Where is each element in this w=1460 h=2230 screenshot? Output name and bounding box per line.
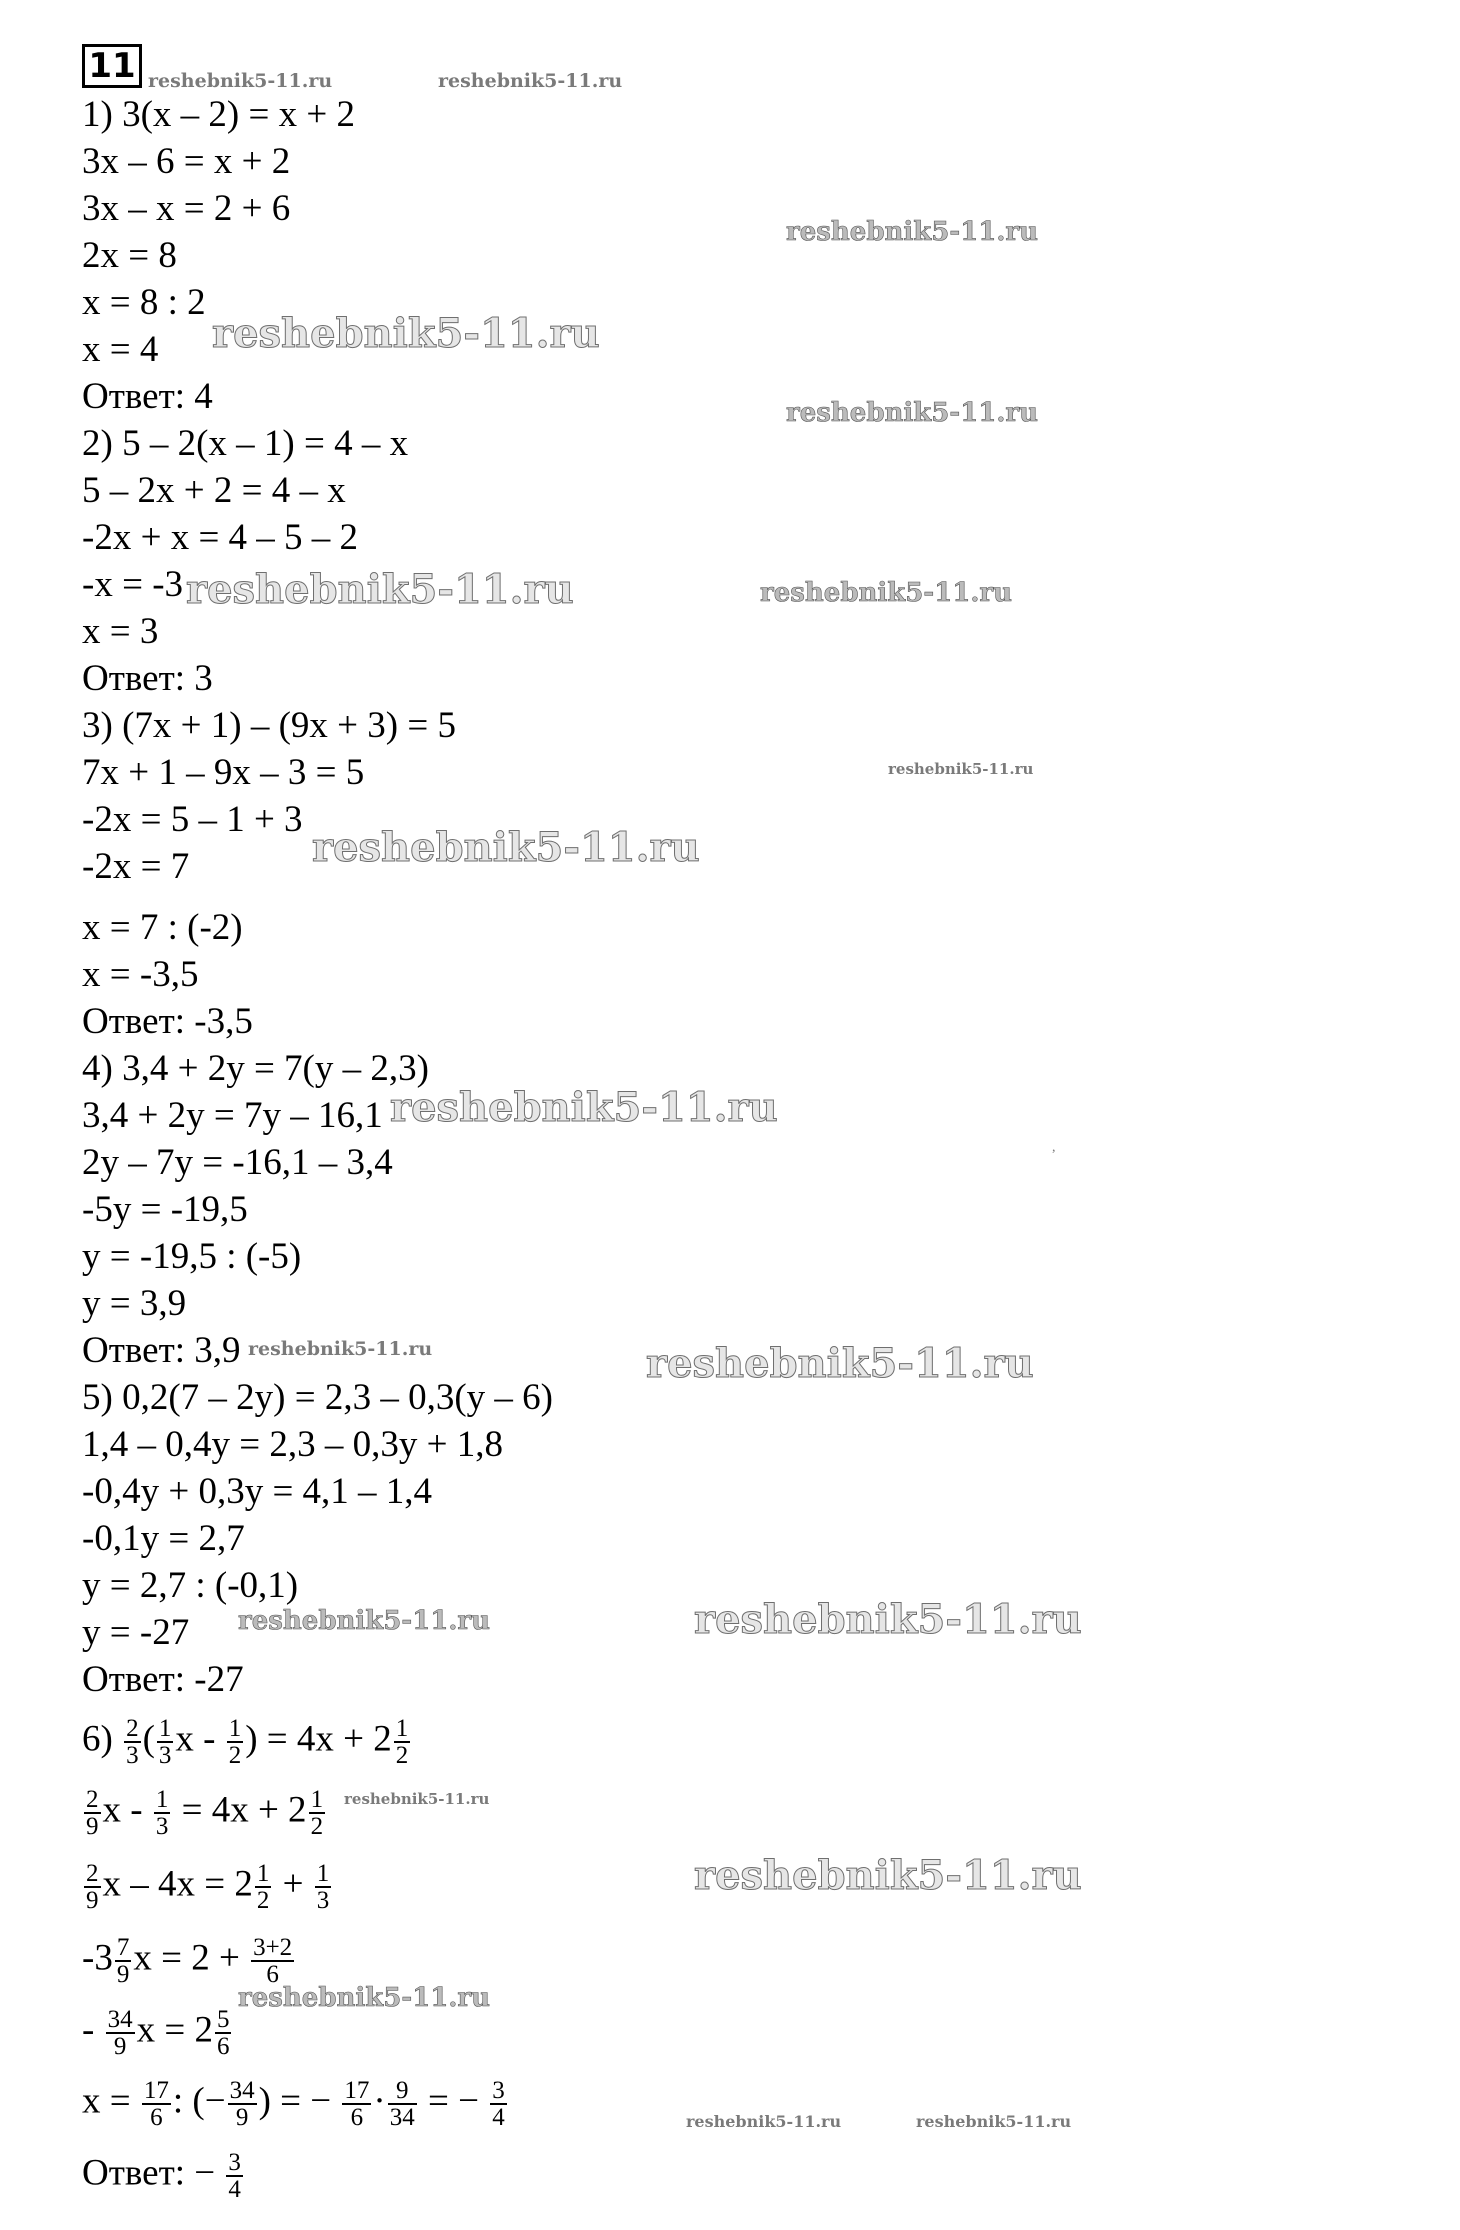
watermark: reshebnik5-11.ru (786, 217, 1039, 247)
denominator: 9 (116, 1961, 130, 1988)
watermark: reshebnik5-11.ru (438, 70, 623, 92)
denominator: 6 (150, 2104, 163, 2131)
watermark: reshebnik5-11.ru (344, 1790, 490, 1808)
watermark: reshebnik5-11.ru (390, 1084, 778, 1131)
solution-line: -0,4y + 0,3y = 4,1 – 1,4 (82, 1471, 433, 1512)
solution-line: 2x = 8 (82, 235, 177, 276)
fraction (226, 2150, 243, 2202)
denominator: 9 (235, 2104, 249, 2131)
fraction (228, 2078, 257, 2130)
fraction-line (82, 1861, 333, 1913)
solution-line: 3) (7x + 1) – (9x + 3) = 5 (82, 705, 456, 746)
watermark: reshebnik5-11.ru (238, 1606, 491, 1636)
solution-line: x = 8 : 2 (82, 282, 206, 323)
solution-line: 4) 3,4 + 2y = 7(y – 2,3) (82, 1048, 429, 1089)
line-text: ) = 4x + 2 (245, 1718, 392, 1760)
watermark: reshebnik5-11.ru (786, 398, 1039, 428)
numerator: 2 (86, 1860, 99, 1887)
solution-line: x = 3 (82, 611, 159, 652)
denominator: 6 (216, 2033, 230, 2060)
numerator: 2 (126, 1715, 139, 1742)
denominator: 9 (113, 2033, 127, 2060)
watermark: reshebnik5-11.ru (916, 2112, 1072, 2131)
numerator: 3 (228, 2149, 241, 2176)
solution-line: 7x + 1 – 9x – 3 = 5 (82, 752, 365, 793)
fraction (388, 2078, 417, 2130)
watermark: reshebnik5-11.ru (148, 70, 333, 92)
solution-line: -2x + x = 4 – 5 – 2 (82, 517, 359, 558)
fraction (309, 1787, 326, 1839)
denominator: 3 (155, 1813, 169, 1840)
denominator: 4 (228, 2176, 241, 2203)
line-text: x = (82, 2080, 131, 2122)
denominator: 6 (266, 1961, 279, 1988)
solution-line: 2y – 7y = -16,1 – 3,4 (82, 1142, 393, 1183)
watermark: reshebnik5-11.ru (694, 1596, 1082, 1643)
denominator: 2 (256, 1887, 270, 1914)
line-text: · (373, 2080, 386, 2122)
numerator: 1 (228, 1715, 242, 1742)
fraction (84, 1861, 101, 1913)
watermark: reshebnik5-11.ru (686, 2112, 842, 2131)
line-text: ) = − (258, 2080, 332, 2122)
solution-line: y = 3,9 (82, 1283, 187, 1324)
numerator: 1 (395, 1715, 409, 1742)
line-text: ( (142, 1718, 155, 1760)
solution-line: -5y = -19,5 (82, 1189, 248, 1230)
solution-line: 1) 3(x – 2) = x + 2 (82, 94, 355, 135)
fraction-line (82, 1935, 296, 1987)
answer-line: Ответ: 3 (82, 658, 213, 699)
watermark: reshebnik5-11.ru (888, 760, 1034, 778)
line-text: x = 2 (136, 2009, 213, 2051)
solution-line: -x = -3 (82, 564, 184, 605)
watermark: reshebnik5-11.ru (186, 566, 574, 613)
line-text: x - (175, 1718, 216, 1760)
line-text: x – 4x = 2 (102, 1863, 253, 1905)
line-text: 6) (82, 1718, 113, 1760)
denominator: 2 (395, 1742, 409, 1769)
fraction (157, 1716, 174, 1768)
numerator: 17 (143, 2077, 169, 2104)
fraction (84, 1787, 101, 1839)
watermark: reshebnik5-11.ru (212, 310, 600, 357)
fraction (394, 1716, 411, 1768)
solution-line: x = 4 (82, 329, 159, 370)
denominator: 2 (310, 1813, 324, 1840)
solution-line: -0,1y = 2,7 (82, 1518, 245, 1559)
line-text: = 4x + 2 (181, 1789, 307, 1831)
numerator: 3+2 (253, 1934, 293, 1961)
fraction (124, 1716, 141, 1768)
denominator: 34 (389, 2104, 415, 2131)
fraction (106, 2007, 135, 2059)
watermark: reshebnik5-11.ru (694, 1852, 1082, 1899)
stray-mark: , (1052, 1140, 1056, 1155)
solution-line: 3x – x = 2 + 6 (82, 188, 291, 229)
fraction (227, 1716, 244, 1768)
fraction (154, 1787, 171, 1839)
line-text: - (82, 2009, 95, 2051)
numerator: 9 (388, 2078, 417, 2105)
fraction (315, 1861, 332, 1913)
solution-line: y = -27 (82, 1612, 190, 1653)
numerator: 34 (107, 2006, 133, 2033)
answer-line (82, 2150, 245, 2202)
numerator: 34 (229, 2077, 255, 2104)
solution-line: 1,4 – 0,4y = 2,3 – 0,3y + 1,8 (82, 1424, 503, 1465)
denominator: 6 (350, 2104, 364, 2131)
watermark: reshebnik5-11.ru (760, 578, 1013, 608)
watermark: reshebnik5-11.ru (248, 1338, 433, 1360)
fraction (342, 2078, 371, 2130)
solution-line: 3,4 + 2y = 7y – 16,1 (82, 1095, 383, 1136)
line-text: x - (102, 1789, 143, 1831)
answer-line: Ответ: 3,9 (82, 1330, 241, 1371)
solution-line: -2x = 5 – 1 + 3 (82, 799, 303, 840)
fraction (215, 2007, 232, 2059)
line-text: + (282, 1863, 304, 1905)
line-text: = − (427, 2080, 479, 2122)
numerator: 5 (216, 2006, 230, 2033)
fraction-line (82, 1716, 412, 1768)
numerator: 1 (256, 1860, 270, 1887)
solution-line: 5 – 2x + 2 = 4 – x (82, 470, 346, 511)
numerator: 2 (86, 1786, 99, 1813)
watermark: reshebnik5-11.ru (646, 1340, 1034, 1387)
fraction-line (82, 1787, 327, 1839)
solution-line: 5) 0,2(7 – 2y) = 2,3 – 0,3(y – 6) (82, 1377, 553, 1418)
solution-line: x = 7 : (-2) (82, 907, 243, 948)
solution-line: -2x = 7 (82, 846, 190, 887)
numerator: 1 (155, 1786, 169, 1813)
fraction (255, 1861, 272, 1913)
solution-line: y = -19,5 : (-5) (82, 1236, 302, 1277)
fraction-line (82, 2078, 509, 2130)
denominator: 3 (316, 1887, 330, 1914)
answer-line: Ответ: -3,5 (82, 1001, 253, 1042)
solution-line: x = -3,5 (82, 954, 199, 995)
fraction-line (82, 2007, 233, 2059)
numerator: 1 (310, 1786, 324, 1813)
line-text: x = 2 + (133, 1937, 240, 1979)
solution-line: y = 2,7 : (-0,1) (82, 1565, 299, 1606)
line-text: Ответ: − (82, 2152, 216, 2194)
denominator: 9 (86, 1813, 99, 1840)
denominator: 4 (492, 2104, 505, 2131)
fraction (115, 1935, 132, 1987)
denominator: 2 (228, 1742, 242, 1769)
solution-line: 2) 5 – 2(x – 1) = 4 – x (82, 423, 409, 464)
numerator: 1 (158, 1715, 172, 1742)
answer-line: Ответ: -27 (82, 1659, 244, 1700)
fraction (251, 1935, 294, 1987)
numerator: 3 (492, 2077, 505, 2104)
fraction (142, 2078, 171, 2130)
fraction (490, 2078, 507, 2130)
line-text: : (− (172, 2080, 226, 2122)
numerator: 17 (344, 2077, 370, 2104)
watermark: reshebnik5-11.ru (238, 1983, 491, 2013)
solution-line: 3x – 6 = x + 2 (82, 141, 291, 182)
line-text: -3 (82, 1937, 113, 1979)
watermark: reshebnik5-11.ru (312, 824, 700, 871)
answer-line: Ответ: 4 (82, 376, 213, 417)
task-number-badge: 11 (82, 44, 142, 88)
denominator: 9 (86, 1887, 99, 1914)
numerator: 1 (316, 1860, 330, 1887)
denominator: 3 (126, 1742, 139, 1769)
denominator: 3 (158, 1742, 172, 1769)
numerator: 7 (116, 1934, 130, 1961)
